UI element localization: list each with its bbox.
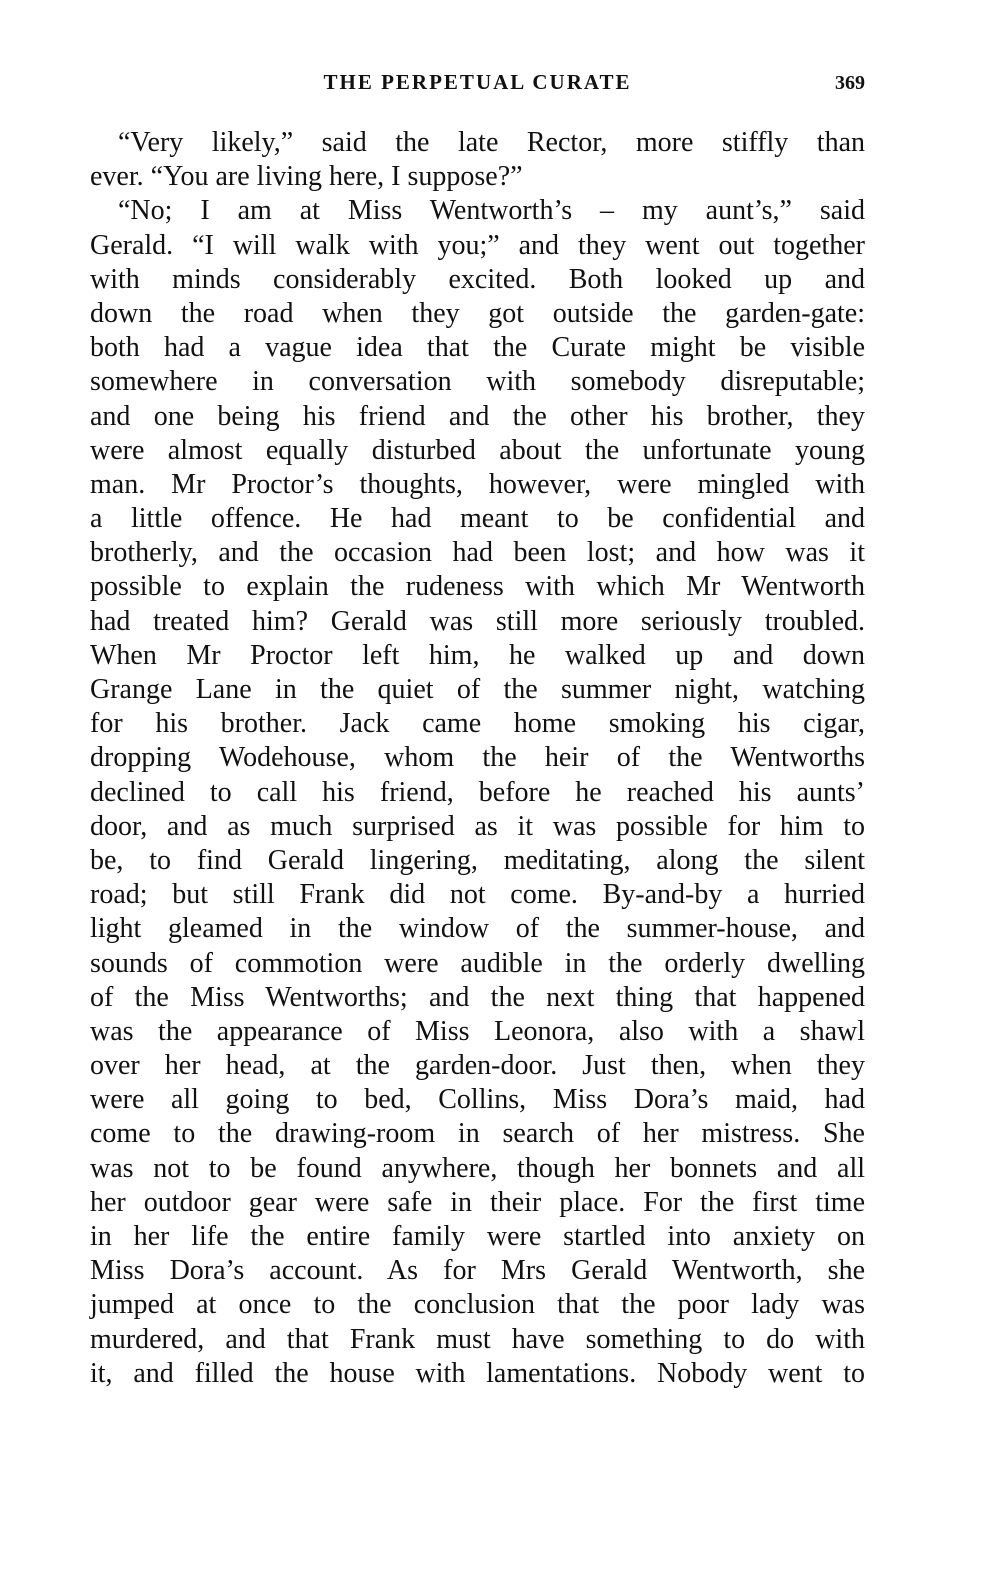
page-header [90,70,865,104]
text-line: dropping Wodehouse, whom the heir of the Wentworths [90,742,865,774]
body-text [90,126,865,1391]
text-line: Gerald. “I will walk with you;” and they went out together [90,229,865,261]
text-line: was the appearance of Miss Leonora, also with a shawl [90,1015,865,1047]
text-line: man. Mr Proctor’s thoughts, however, were mingled with [90,468,865,500]
text-line: her outdoor gear were safe in their place. For the first time [90,1186,865,1218]
text-line: over her head, at the garden-door. Just then, when they [90,1050,865,1082]
text-line: Miss Dora’s account. As for Mrs Gerald Wentworth, she [90,1255,865,1287]
text-line: “Very likely,” said the late Rector, more stiffly than [118,127,865,158]
text-line: come to the drawing-room in search of her mistress. She [90,1118,865,1150]
text-line: and one being his friend and the other his brother, they [90,400,865,432]
text-line: were almost equally disturbed about the unfortunate young [90,434,865,466]
text-line: had treated him? Gerald was still more seriously troubled. [90,605,865,637]
text-line: down the road when they got outside the garden-gate: [90,297,865,329]
text-line: possible to explain the rudeness with which Mr Wentworth [90,571,865,603]
text-line: both had a vague idea that the Curate might be visible [90,332,865,364]
text-line: a little offence. He had meant to be confidential and [90,503,865,535]
text-line: of the Miss Wentworths; and the next thing that happened [90,981,865,1013]
page-number: 369 [835,72,865,94]
text-line: murdered, and that Frank must have something to do with [90,1323,865,1355]
text-line: “No; I am at Miss Wentworth’s – my aunt’s,” said [118,195,865,227]
text-line: ever. “You are living here, I suppose?” [90,161,523,193]
text-line: in her life the entire family were startled into anxiety on [90,1221,865,1252]
text-line: somewhere in conversation with somebody disreputable; [90,366,865,398]
text-line: was not to be found anywhere, though her bonnets and all [90,1152,865,1184]
text-line: Grange Lane in the quiet of the summer night, watching [90,674,865,705]
text-line: jumped at once to the conclusion that the poor lady was [90,1289,865,1321]
text-line: light gleamed in the window of the summer-house, and [90,913,865,945]
text-line: When Mr Proctor left him, he walked up and down [90,639,865,671]
running-title: THE PERPETUAL CURATE [323,70,632,94]
text-line: declined to call his friend, before he reached his aunts’ [90,776,865,808]
text-line: brotherly, and the occasion had been lost; and how was it [90,537,865,569]
text-line: sounds of commotion were audible in the orderly dwelling [90,947,865,979]
text-line: for his brother. Jack came home smoking his cigar, [90,708,865,740]
text-line: were all going to bed, Collins, Miss Dora’s maid, had [90,1084,865,1116]
text-line: it, and filled the house with lamentations. Nobody went to [90,1357,865,1389]
text-line: road; but still Frank did not come. By-and-by a hurried [90,879,865,911]
text-line: with minds considerably excited. Both looked up and [90,263,865,295]
text-line: door, and as much surprised as it was possible for him to [90,810,865,842]
text-line: be, to find Gerald lingering, meditating, along the silent [90,844,865,876]
